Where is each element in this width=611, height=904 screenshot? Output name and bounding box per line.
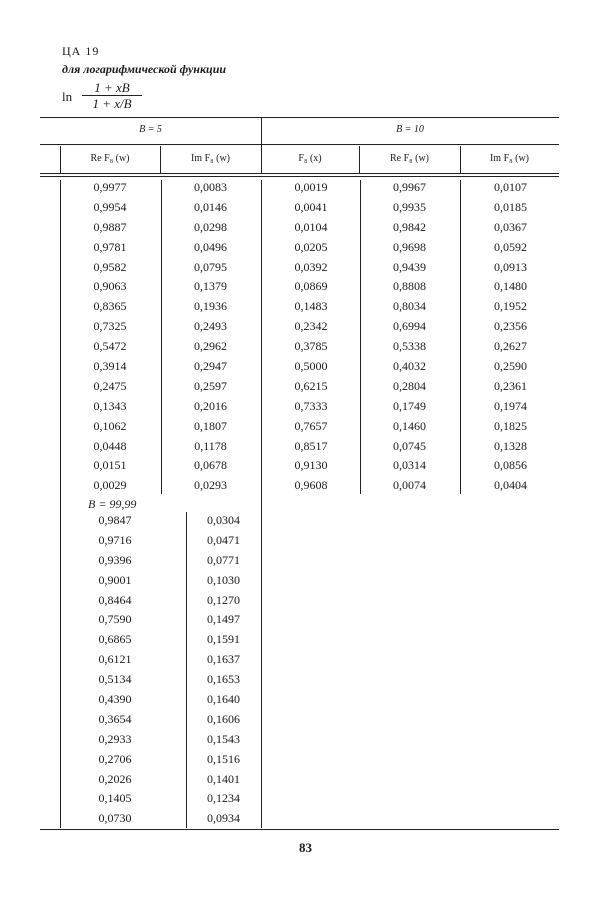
table-cell: 0,9582 <box>93 259 127 274</box>
table-cell: 0,2342 <box>294 319 328 334</box>
table-cell: 0,9608 <box>294 478 328 493</box>
table-cell: 0,8808 <box>393 279 426 294</box>
table-cell: 0,2361 <box>494 378 527 393</box>
table-cell: 0,0146 <box>194 199 227 214</box>
table-cell: 0,2706 <box>98 751 132 766</box>
table-cell: 0,0205 <box>294 239 328 254</box>
table-cell: 0,0678 <box>194 458 227 473</box>
table-cell: 0,5134 <box>98 672 132 687</box>
table-cell: 0,1497 <box>207 612 240 627</box>
table-cell: 0,2026 <box>98 771 132 786</box>
group-header-b10: B = 10 <box>396 124 424 135</box>
table-cell: 0,7590 <box>98 612 132 627</box>
table-cell: 0,0304 <box>207 513 240 527</box>
table-cell: 0,3785 <box>294 339 328 354</box>
col-header-re-b10: Re F₈ (w) <box>389 153 430 164</box>
table-cell: 0,9716 <box>98 532 132 547</box>
table-cell: 0,0795 <box>194 259 227 274</box>
table-cell: 0,1379 <box>194 279 227 294</box>
table-cell: 0,8034 <box>393 299 426 314</box>
table-cell: 0,1030 <box>207 572 240 587</box>
table-cell: 0,1483 <box>294 299 328 314</box>
table-cell: 0,1062 <box>93 418 127 433</box>
table-cell: 0,1653 <box>207 672 240 687</box>
table-cell: 0,0029 <box>93 478 127 493</box>
table-cell: 0,2493 <box>194 319 227 334</box>
formula-denominator: 1 + x/B <box>92 96 132 111</box>
table-cell: 0,2962 <box>194 339 227 354</box>
table-cell: 0,9935 <box>393 199 426 214</box>
table-cell: 0,1606 <box>207 711 240 726</box>
col-header-fx-b10: F₈ (x) <box>298 153 322 164</box>
col-im-b9999 <box>186 511 261 829</box>
column-header-rule <box>40 173 559 174</box>
table-cell: 0,0019 <box>294 180 328 194</box>
table-cell: 0,9439 <box>393 259 426 274</box>
table-cell: 0,0471 <box>207 532 240 547</box>
col-re-b9999 <box>60 511 170 829</box>
table-cell: 0,1952 <box>494 299 527 314</box>
table-cell: 0,0041 <box>294 199 328 214</box>
table-cell: 0,9887 <box>93 219 127 234</box>
formula-numerator: 1 + xB <box>82 80 142 96</box>
table-cell: 0,0074 <box>393 478 426 493</box>
table-cell: 0,0496 <box>194 239 227 254</box>
table-cell: 0,2947 <box>194 359 227 374</box>
table-cell: 0,2475 <box>93 378 127 393</box>
table-cell: 0,0367 <box>494 219 527 234</box>
column-header-rule-2 <box>40 176 559 177</box>
table-cell: 0,8365 <box>93 299 127 314</box>
table-cell: 0,0869 <box>294 279 328 294</box>
table-cell: 0,1480 <box>494 279 527 294</box>
table-cell: 0,7333 <box>294 398 328 413</box>
col-im-b5 <box>160 178 261 496</box>
table-cell: 0,5000 <box>294 359 328 374</box>
table-cell: 0,8464 <box>98 592 132 607</box>
table-cell: 0,2356 <box>494 319 527 334</box>
table-cell: 0,0448 <box>93 438 127 453</box>
table-cell: 0,9063 <box>93 279 127 294</box>
table-top-rule <box>40 117 559 118</box>
table-cell: 0,2590 <box>494 359 527 374</box>
table-cell: 0,1516 <box>207 751 240 766</box>
table-cell: 0,4390 <box>98 692 132 707</box>
table-cell: 0,9977 <box>93 180 127 194</box>
table-cell: 0,1270 <box>207 592 240 607</box>
table-cell: 0,6215 <box>294 378 328 393</box>
col-header-im-b5: Im F₈ (w) <box>190 153 231 164</box>
table-cell: 0,2016 <box>194 398 227 413</box>
table-cell: 0,9396 <box>98 552 132 567</box>
table-cell: 0,6121 <box>98 652 132 667</box>
table-cell: 0,9967 <box>393 180 426 194</box>
table-cell: 0,1328 <box>494 438 527 453</box>
table-cell: 0,1637 <box>207 652 240 667</box>
table-cell: 0,1543 <box>207 731 240 746</box>
table-cell: 0,1825 <box>494 418 527 433</box>
table-cell: 0,1591 <box>207 632 240 647</box>
table-cell: 0,1234 <box>207 791 240 806</box>
table-cell: 0,4032 <box>393 359 426 374</box>
table-cell: 0,0293 <box>194 478 227 493</box>
table-cell: 0,1460 <box>393 418 426 433</box>
table-cell: 0,0404 <box>494 478 527 493</box>
table-cell: 0,1405 <box>98 791 132 806</box>
table-cell: 0,9781 <box>93 239 127 254</box>
table-cell: 0,9698 <box>393 239 426 254</box>
subgroup-label-b9999: B = 99,99 <box>88 497 137 511</box>
table-cell: 0,1178 <box>194 438 227 453</box>
table-cell: 0,0083 <box>194 180 227 194</box>
table-cell: 0,9130 <box>294 458 328 473</box>
table-cell: 0,0592 <box>494 239 527 254</box>
table-cell: 0,0745 <box>393 438 426 453</box>
table-cell: 0,1936 <box>194 299 227 314</box>
col-header-re-b5: Re F₈ (w) <box>90 153 130 164</box>
group-header-b5: B = 5 <box>139 124 162 135</box>
table-cell: 0,0314 <box>393 458 426 473</box>
table-cell: 0,1974 <box>494 398 527 413</box>
table-cell: 0,0730 <box>98 811 132 826</box>
table-cell: 0,3654 <box>98 711 132 726</box>
group-header-rule <box>40 144 559 145</box>
table-cell: 0,1749 <box>393 398 426 413</box>
table-cell: 0,1807 <box>194 418 227 433</box>
table-cell: 0,2597 <box>194 378 227 393</box>
table-cell: 0,0104 <box>294 219 328 234</box>
table-cell: 0,7325 <box>93 319 127 334</box>
table-cell: 0,0185 <box>494 199 527 214</box>
table-cell: 0,0151 <box>93 458 127 473</box>
col-fx-b10 <box>261 178 361 496</box>
page-number: 83 <box>299 840 312 855</box>
table-cell: 0,0856 <box>494 458 527 473</box>
table-cell: 0,2933 <box>98 731 132 746</box>
col-re-b5 <box>60 178 160 496</box>
table-cell: 0,0934 <box>207 811 240 826</box>
table-cell: 0,6994 <box>393 319 426 334</box>
table-cell: 0,9842 <box>393 219 426 234</box>
table-cell: 0,8517 <box>294 438 328 453</box>
table-label: ЦА 19 <box>62 44 100 58</box>
table-cell: 0,5338 <box>393 339 426 354</box>
table-cell: 0,1401 <box>207 771 240 786</box>
formula-prefix: ln <box>62 89 73 104</box>
table-cell: 0,9847 <box>98 513 132 527</box>
col-re-b10 <box>359 178 460 496</box>
table-cell: 0,9001 <box>98 572 132 587</box>
table-cell: 0,1640 <box>207 692 240 707</box>
table-cell: 0,7657 <box>294 418 328 433</box>
table-caption: для логарифмической функции <box>62 62 227 76</box>
table-cell: 0,0771 <box>207 552 240 567</box>
table-cell: 0,0913 <box>494 259 527 274</box>
table-cell: 0,9954 <box>93 199 127 214</box>
table-cell: 0,1343 <box>93 398 127 413</box>
table-cell: 0,0107 <box>494 180 527 194</box>
table-cell: 0,0392 <box>294 259 328 274</box>
table-cell: 0,0298 <box>194 219 227 234</box>
formula-fraction <box>82 80 142 111</box>
table-cell: 0,3914 <box>93 359 127 374</box>
table-cell: 0,2627 <box>494 339 527 354</box>
table-cell: 0,5472 <box>93 339 127 354</box>
col-im-b10 <box>460 178 561 496</box>
table-cell: 0,6865 <box>98 632 132 647</box>
table-cell: 0,2804 <box>393 378 426 393</box>
col-header-im-b10: Im F₈ (w) <box>489 153 530 164</box>
